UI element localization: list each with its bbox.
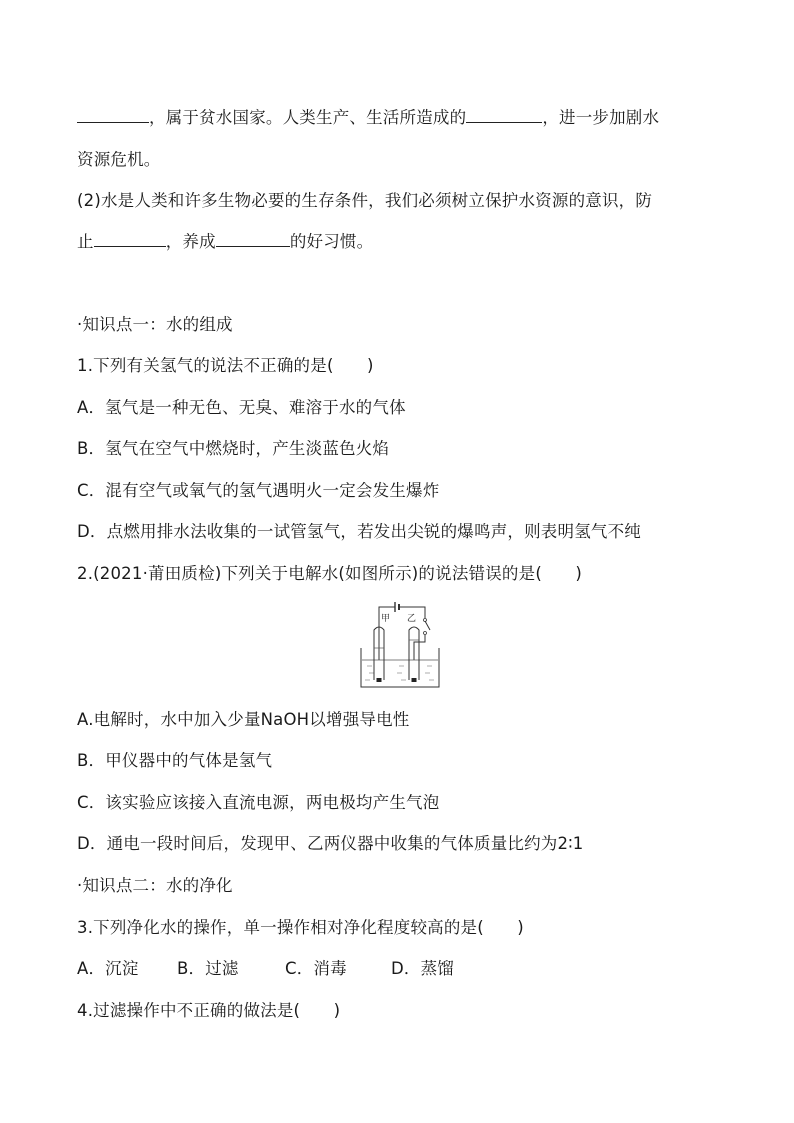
intro-text: 止	[77, 232, 94, 251]
question-1-stem: 1.下列有关氢气的说法不正确的是( )	[77, 356, 374, 375]
label-jia: 甲	[381, 614, 391, 624]
fill-blank[interactable]	[94, 232, 166, 247]
question-2-stem: 2.(2021·莆田质检)下列关于电解水(如图所示)的说法错误的是( )	[77, 564, 583, 583]
question-1-option-d[interactable]: D．点燃用排水法收集的一试管氢气，若发出尖锐的爆鸣声，则表明氢气不纯	[77, 522, 642, 541]
question-1-option-b[interactable]: B．氢气在空气中燃烧时，产生淡蓝色火焰	[77, 439, 390, 458]
fill-blank[interactable]	[77, 108, 149, 123]
intro-line-2: 资源危机。	[77, 150, 161, 169]
question-3-option-d[interactable]: D．蒸馏	[391, 959, 455, 978]
question-3-options	[77, 958, 454, 980]
electrolysis-figure	[359, 600, 441, 694]
electrode-jia	[377, 678, 382, 682]
section-heading-1: ·知识点一：水的组成	[77, 315, 233, 334]
question-2-option-c[interactable]: C．该实验应该接入直流电源，两电极均产生气泡	[77, 793, 440, 812]
question-3-option-b[interactable]: B．过滤	[177, 959, 239, 978]
intro-line-4	[77, 231, 373, 253]
intro-text: 的好习惯。	[289, 232, 374, 251]
question-3-option-c[interactable]: C．消毒	[285, 959, 347, 978]
intro-line-3: (2)水是人类和许多生物必要的生存条件，我们必须树立保护水资源的意识，防	[77, 191, 653, 210]
question-3-stem: 3.下列净化水的操作，单一操作相对净化程度较高的是( )	[77, 918, 524, 937]
question-2-option-d[interactable]: D．通电一段时间后，发现甲、乙两仪器中收集的气体质量比约为2∶1	[77, 834, 584, 853]
question-2-option-b[interactable]: B．甲仪器中的气体是氢气	[77, 751, 273, 770]
intro-line-1	[77, 107, 659, 129]
question-1-option-a[interactable]: A．氢气是一种无色、无臭、难溶于水的气体	[77, 398, 406, 417]
question-4-stem: 4.过滤操作中不正确的做法是( )	[77, 1001, 341, 1020]
intro-text: ，进一步加剧水	[542, 108, 660, 127]
question-2-option-a[interactable]: A.电解时，水中加入少量NaOH以增强导电性	[77, 710, 410, 729]
fill-blank[interactable]	[216, 232, 290, 247]
electrolysis-diagram	[359, 600, 441, 690]
fill-blank[interactable]	[466, 108, 542, 123]
switch	[425, 621, 430, 630]
electrode-yi	[412, 678, 417, 682]
intro-text: ，属于贫水国家。人类生产、生活所造成的	[149, 108, 467, 127]
label-yi: 乙	[407, 614, 417, 624]
intro-text: ，养成	[165, 232, 216, 251]
question-1-option-c[interactable]: C．混有空气或氧气的氢气遇明火一定会发生爆炸	[77, 481, 440, 500]
question-3-option-a[interactable]: A．沉淀	[77, 959, 139, 978]
section-heading-2: ·知识点二：水的净化	[77, 876, 233, 895]
water	[365, 666, 434, 680]
beaker	[361, 648, 439, 687]
